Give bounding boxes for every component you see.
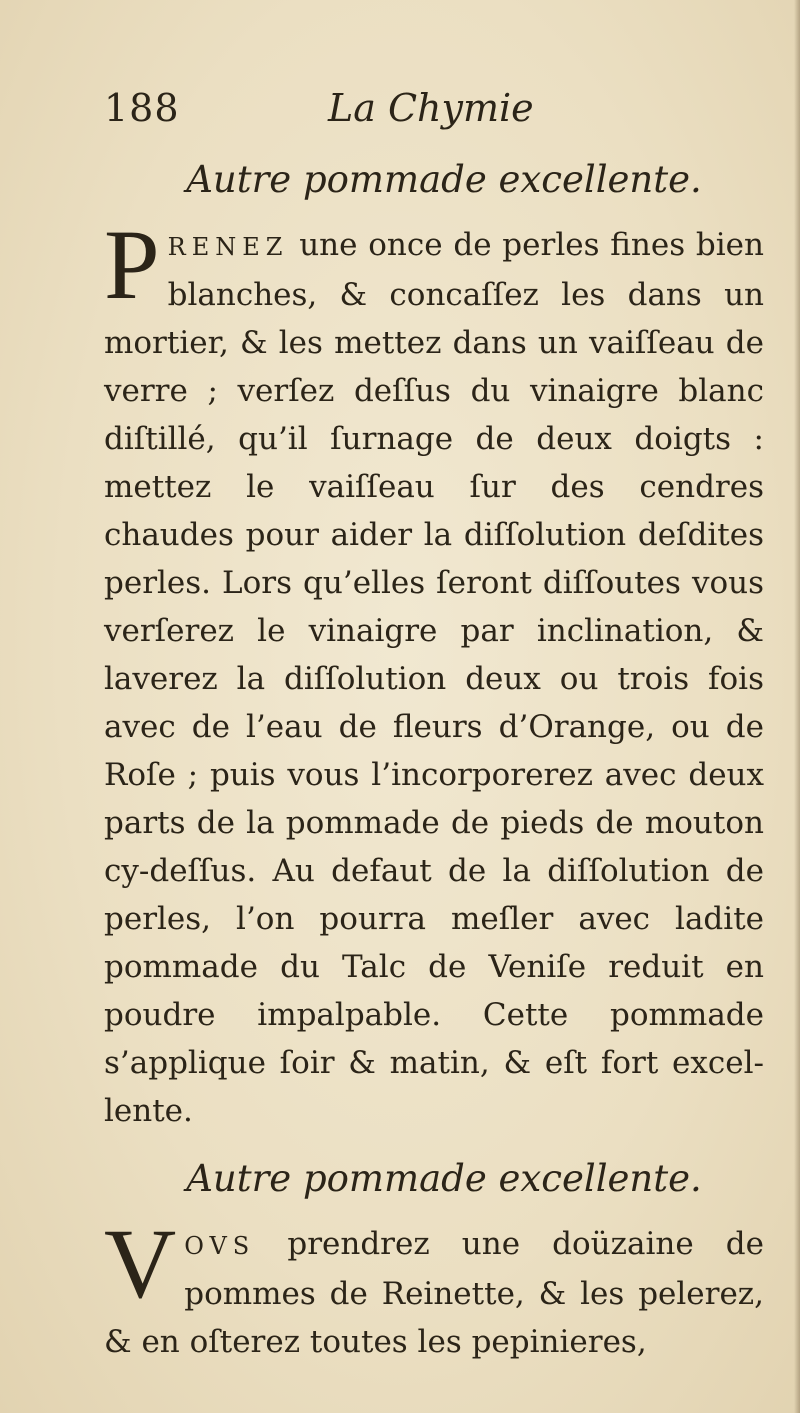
paragraph-text-1: une once de perles fines bien blanches, & concaſſez les dans un mortier, & les mettez dans un vaiſſeau de verre ; verſez deſſus du vinaigre blanc diſtillé, qu’il ſurnage de deux doigts : mettez le vaiſſeau ſur des cendres chaudes pour aider la diſſolution deſdites perles. Lors qu’elles ſeront diſſoutes vous verſerez le vinaigre par inclination, & laverez la diſſolution deux ou trois fois avec de l’eau de fleurs d’Orange, ou de Roſe ; puis vous l’incorporerez avec deux parts de la pommade de pieds de mouton cy-deſſus. Au defaut de la diſſolution de perles, l’on pourra meſler avec ladite pommade du Talc de Veniſe reduit en poudre impalpable. Cette pommade s’applique ſoir & matin, & eſt fort excellente. <box>104 227 764 1129</box>
page-header <box>104 86 764 148</box>
running-title: La Chymie <box>328 86 534 130</box>
drop-cap-1: P <box>104 209 160 320</box>
section-title-1: Autre pommade excellente. <box>186 158 702 201</box>
page-number: 188 <box>104 86 180 130</box>
lead-word-1: RENEZ <box>167 233 289 261</box>
recipe-paragraph-1 <box>104 209 764 1135</box>
lead-word-2: OVS <box>184 1232 256 1260</box>
section-title-2: Autre pommade excellente. <box>186 1157 702 1200</box>
drop-cap-2: V <box>104 1208 177 1319</box>
recipe-paragraph-2 <box>104 1208 764 1366</box>
paragraph-text-2: prendrez une doüzaine de pommes de Reinette, & les pelerez, & en oſterez toutes les pepinieres, <box>104 1226 764 1360</box>
